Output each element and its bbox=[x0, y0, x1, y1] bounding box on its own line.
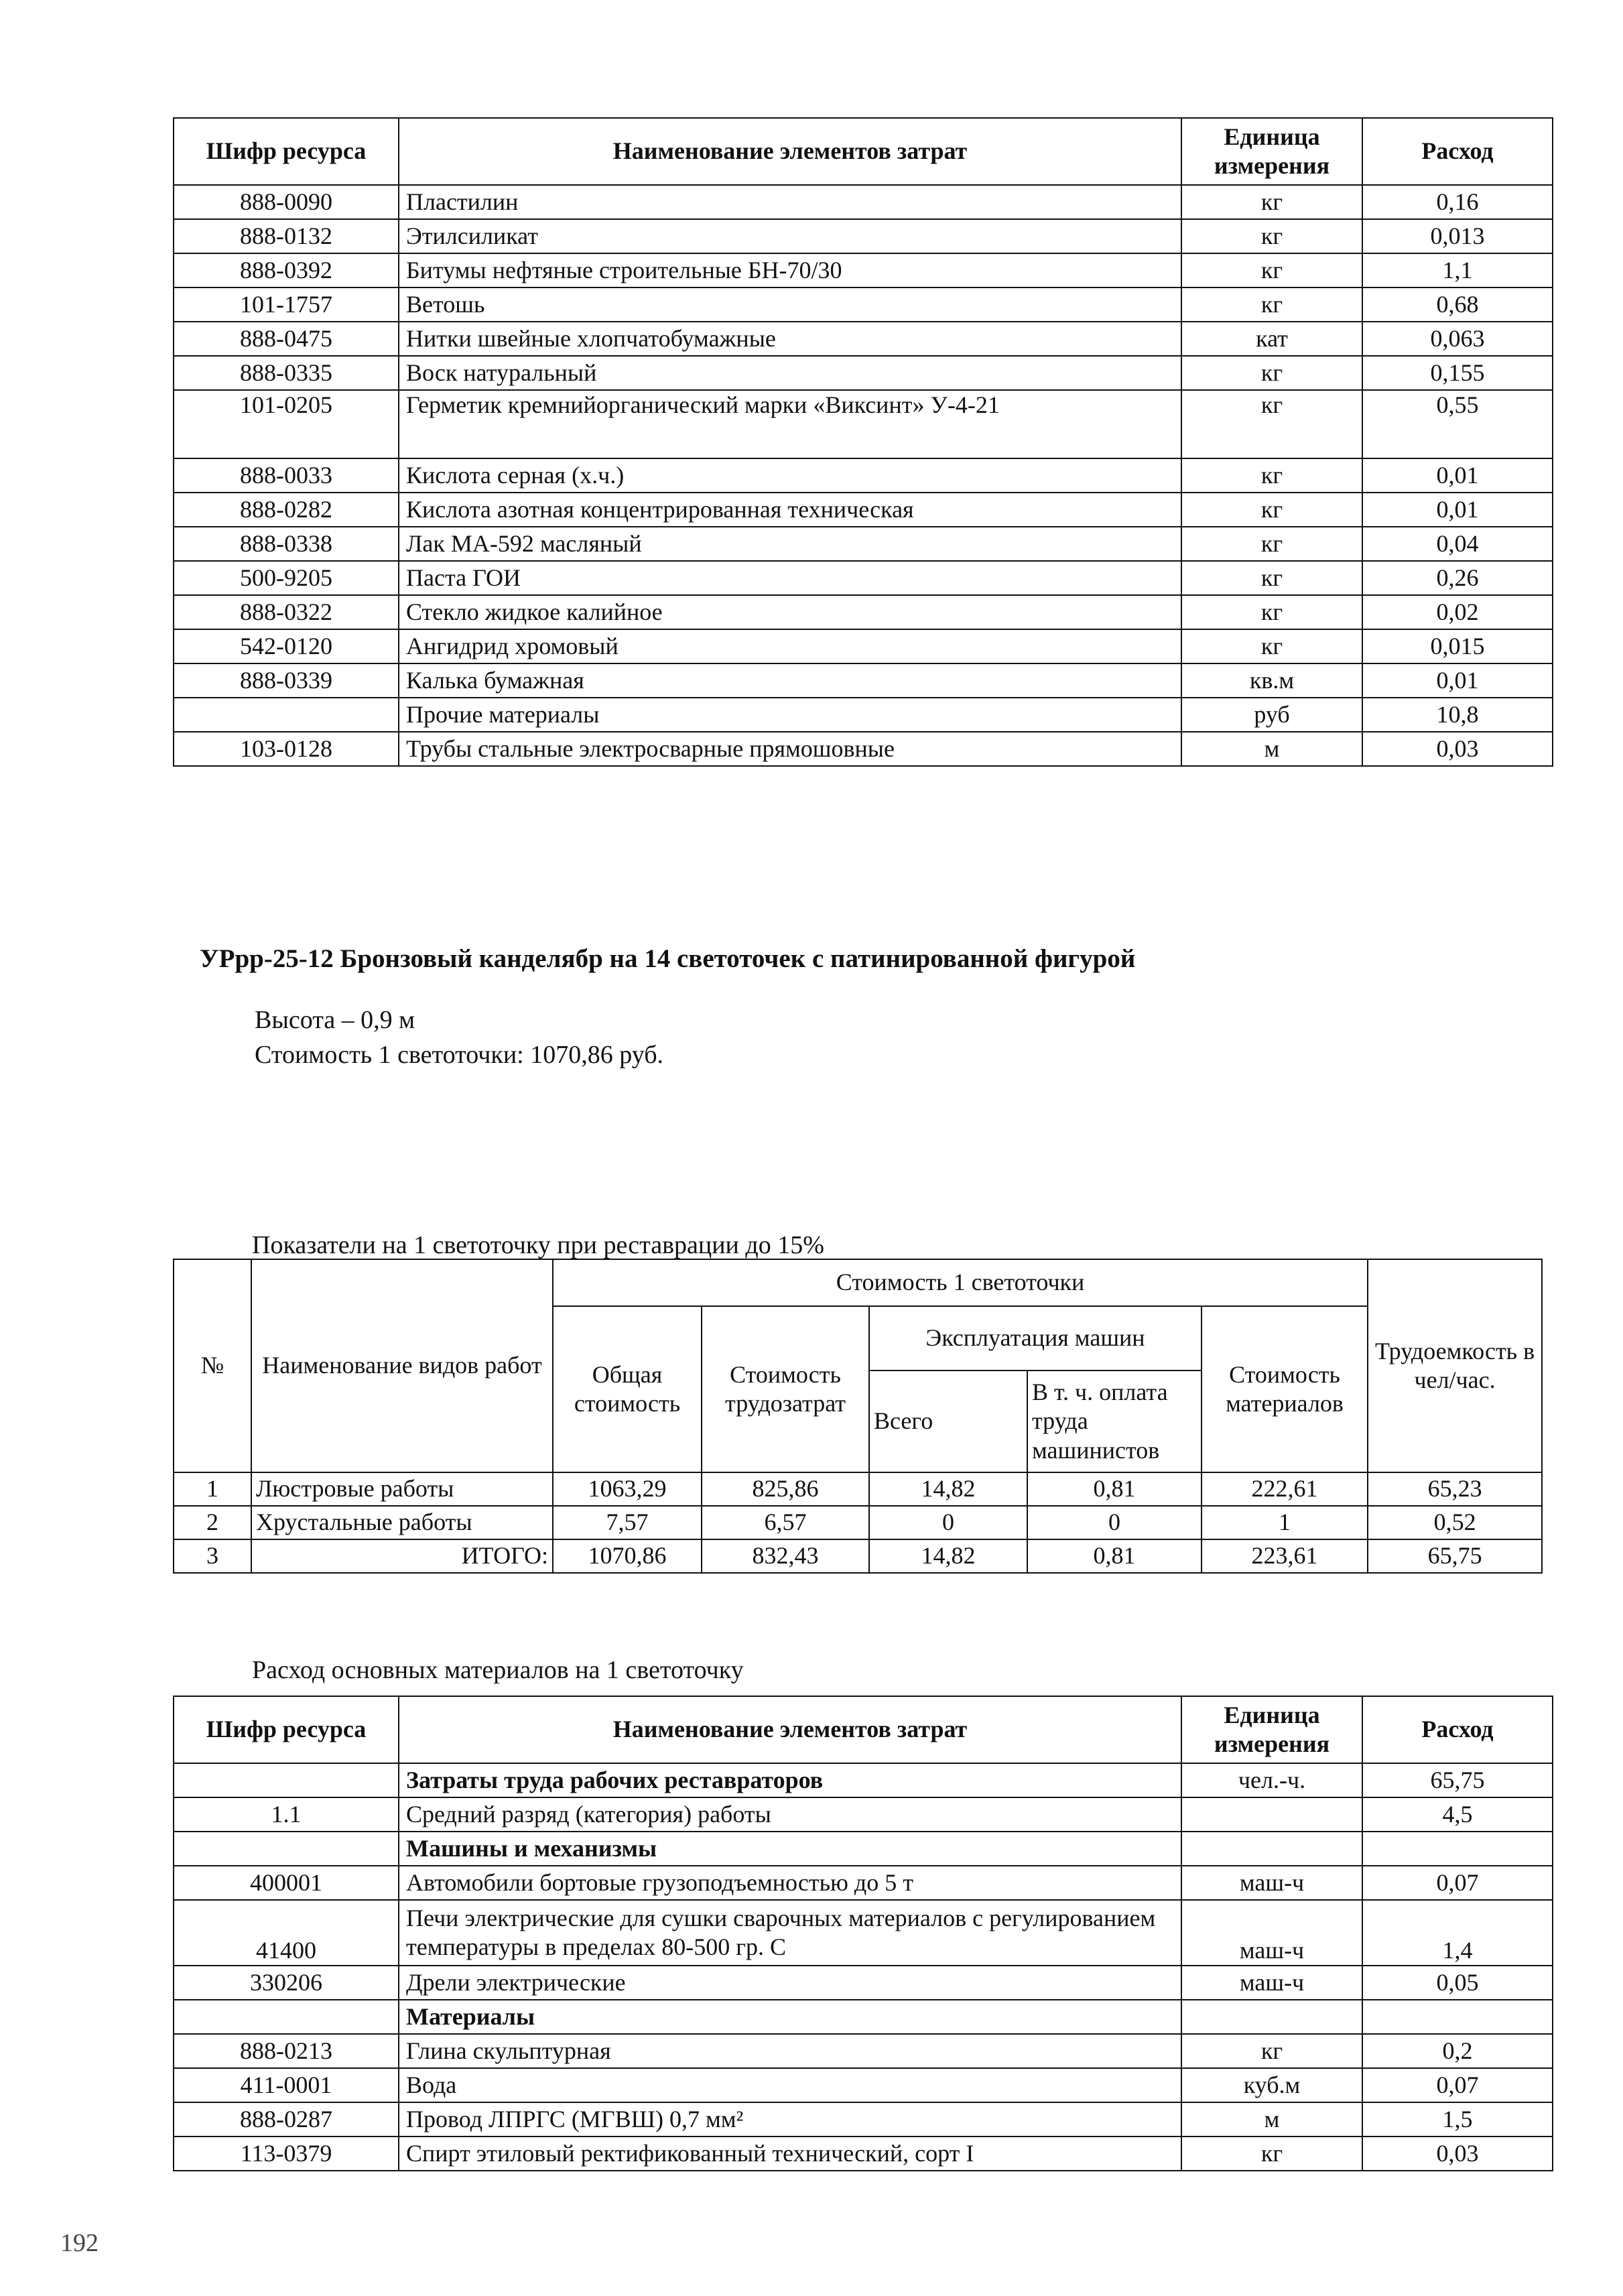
name-cell: Пластилин bbox=[399, 185, 1181, 219]
incl-cell: 0 bbox=[1027, 1506, 1202, 1539]
table-row bbox=[174, 390, 1553, 458]
header-machines: Эксплуатация машин bbox=[869, 1306, 1202, 1370]
table-row bbox=[174, 253, 1553, 288]
code-cell bbox=[174, 698, 399, 732]
table-row bbox=[174, 561, 1553, 595]
table-row bbox=[174, 2068, 1553, 2102]
code-cell: 888-0339 bbox=[174, 663, 399, 698]
qty-cell: 0,015 bbox=[1362, 629, 1553, 663]
unit-cell: кг bbox=[1181, 527, 1362, 561]
name-cell: Дрели электрические bbox=[399, 1966, 1181, 2000]
code-cell: 888-0322 bbox=[174, 595, 399, 629]
code-cell: 103-0128 bbox=[174, 732, 399, 766]
name-cell: Лак МА-592 масляный bbox=[399, 527, 1181, 561]
table-row bbox=[174, 1539, 1542, 1573]
code-cell: 1.1 bbox=[174, 1797, 399, 1832]
header-cost-group: Стоимость 1 светоточки bbox=[553, 1259, 1368, 1306]
qty-cell: 1,4 bbox=[1362, 1900, 1553, 1966]
name-cell: Кислота азотная концентрированная техническая bbox=[399, 493, 1181, 527]
unit-cell: кг bbox=[1181, 458, 1362, 493]
code-cell: 888-0338 bbox=[174, 527, 399, 561]
unit-cell: маш-ч bbox=[1181, 1900, 1362, 1966]
table-row bbox=[174, 2102, 1553, 2136]
qty-cell: 0,16 bbox=[1362, 185, 1553, 219]
hours-cell: 65,75 bbox=[1368, 1539, 1542, 1573]
code-cell: 411-0001 bbox=[174, 2068, 399, 2102]
height-line: Высота – 0,9 м bbox=[255, 1006, 415, 1034]
code-cell: 400001 bbox=[174, 1866, 399, 1900]
code-cell: 888-0392 bbox=[174, 253, 399, 288]
table-row bbox=[174, 1506, 1542, 1539]
table-row bbox=[174, 629, 1553, 663]
qty-cell: 0,01 bbox=[1362, 493, 1553, 527]
labor-cell: 832,43 bbox=[702, 1539, 869, 1573]
name-cell: Ветошь bbox=[399, 288, 1181, 322]
unit-cell bbox=[1181, 1797, 1362, 1832]
qty-cell: 0,2 bbox=[1362, 2034, 1553, 2068]
table-row bbox=[174, 1866, 1553, 1900]
unit-cell: кг bbox=[1181, 2034, 1362, 2068]
table-row bbox=[174, 1832, 1553, 1866]
materials-table-1 bbox=[173, 117, 1553, 767]
header-qty: Расход bbox=[1362, 1696, 1553, 1763]
qty-cell: 0,05 bbox=[1362, 1966, 1553, 2000]
qty-cell: 0,07 bbox=[1362, 1866, 1553, 1900]
table-row bbox=[174, 732, 1553, 766]
indicators-caption: Показатели на 1 светоточку при реставрации до 15% bbox=[252, 1231, 824, 1259]
name-cell: Нитки швейные хлопчатобумажные bbox=[399, 322, 1181, 356]
code-cell: 888-0335 bbox=[174, 356, 399, 390]
all-cell: 14,82 bbox=[869, 1539, 1027, 1573]
group-heading: Машины и механизмы bbox=[399, 1832, 1181, 1866]
work-cell: Люстровые работы bbox=[251, 1472, 553, 1506]
unit-cell: чел.-ч. bbox=[1181, 1763, 1362, 1797]
name-cell: Трубы стальные электросварные прямошовные bbox=[399, 732, 1181, 766]
qty-cell: 10,8 bbox=[1362, 698, 1553, 732]
header-name: Наименование элементов затрат bbox=[399, 1696, 1181, 1763]
code-cell: 888-0282 bbox=[174, 493, 399, 527]
header-num: № bbox=[174, 1259, 251, 1472]
name-cell: Прочие материалы bbox=[399, 698, 1181, 732]
all-cell: 14,82 bbox=[869, 1472, 1027, 1506]
unit-cell: м bbox=[1181, 2102, 1362, 2136]
name-cell: Герметик кремнийорганический марки «Виксинт» У-4-21 bbox=[399, 390, 1181, 458]
table-row bbox=[174, 2136, 1553, 2171]
name-cell: Автомобили бортовые грузоподъемностью до 5 т bbox=[399, 1866, 1181, 1900]
table-row bbox=[174, 1763, 1553, 1797]
header-total: Общая стоимость bbox=[553, 1306, 702, 1472]
name-cell: Средний разряд (категория) работы bbox=[399, 1797, 1181, 1832]
table-row bbox=[174, 322, 1553, 356]
code-cell: 888-0090 bbox=[174, 185, 399, 219]
name-cell: Вода bbox=[399, 2068, 1181, 2102]
code-cell: 888-0213 bbox=[174, 2034, 399, 2068]
code-cell: 500-9205 bbox=[174, 561, 399, 595]
code-cell: 888-0287 bbox=[174, 2102, 399, 2136]
table-row bbox=[174, 493, 1553, 527]
name-cell: Печи электрические для сушки сварочных материалов с регулированием температуры в пределах 80-500 гр. С bbox=[399, 1900, 1181, 1966]
qty-cell: 0,68 bbox=[1362, 288, 1553, 322]
code-cell: 330206 bbox=[174, 1966, 399, 2000]
table-row bbox=[174, 1900, 1553, 1966]
code-cell: 888-0475 bbox=[174, 322, 399, 356]
header-incl: В т. ч. оплата труда машинистов bbox=[1027, 1370, 1202, 1472]
name-cell: Провод ЛПРГС (МГВШ) 0,7 мм² bbox=[399, 2102, 1181, 2136]
header-code: Шифр ресурса bbox=[174, 118, 399, 185]
code-cell: 101-1757 bbox=[174, 288, 399, 322]
total-cell: 1070,86 bbox=[553, 1539, 702, 1573]
table-row bbox=[174, 1966, 1553, 2000]
qty-cell: 0,063 bbox=[1362, 322, 1553, 356]
header-hours: Трудоемкость в чел/час. bbox=[1368, 1259, 1542, 1472]
name-cell: Этилсиликат bbox=[399, 219, 1181, 253]
qty-cell: 0,01 bbox=[1362, 458, 1553, 493]
materials-cell: 222,61 bbox=[1202, 1472, 1368, 1506]
qty-cell: 65,75 bbox=[1362, 1763, 1553, 1797]
unit-cell: кг bbox=[1181, 356, 1362, 390]
code-cell: 542-0120 bbox=[174, 629, 399, 663]
table-row bbox=[174, 2000, 1553, 2034]
unit-cell: куб.м bbox=[1181, 2068, 1362, 2102]
table-row bbox=[174, 288, 1553, 322]
qty-cell bbox=[1362, 1832, 1553, 1866]
code-cell: 888-0033 bbox=[174, 458, 399, 493]
table-row bbox=[174, 1472, 1542, 1506]
header-labor: Стоимость трудозатрат bbox=[702, 1306, 869, 1472]
section-title: УРрр-25-12 Бронзовый канделябр на 14 светоточек с патинированной фигурой bbox=[200, 944, 1136, 973]
code-cell bbox=[174, 1832, 399, 1866]
code-cell: 113-0379 bbox=[174, 2136, 399, 2171]
qty-cell: 0,02 bbox=[1362, 595, 1553, 629]
code-cell: 101-0205 bbox=[174, 390, 399, 458]
hours-cell: 0,52 bbox=[1368, 1506, 1542, 1539]
num-cell: 2 bbox=[174, 1506, 251, 1539]
unit-cell: кг bbox=[1181, 288, 1362, 322]
qty-cell: 0,013 bbox=[1362, 219, 1553, 253]
qty-cell: 0,03 bbox=[1362, 2136, 1553, 2171]
unit-cell: кг bbox=[1181, 629, 1362, 663]
materials-caption: Расход основных материалов на 1 светоточку bbox=[252, 1656, 744, 1684]
qty-cell bbox=[1362, 2000, 1553, 2034]
table-row bbox=[174, 356, 1553, 390]
table-row bbox=[174, 595, 1553, 629]
unit-cell: кг bbox=[1181, 2136, 1362, 2171]
num-cell: 1 bbox=[174, 1472, 251, 1506]
group-heading: Затраты труда рабочих реставраторов bbox=[399, 1763, 1181, 1797]
labor-cell: 6,57 bbox=[702, 1506, 869, 1539]
unit-cell: кг bbox=[1181, 561, 1362, 595]
indicators-table bbox=[173, 1259, 1543, 1574]
qty-cell: 0,03 bbox=[1362, 732, 1553, 766]
labor-cell: 825,86 bbox=[702, 1472, 869, 1506]
header-work: Наименование видов работ bbox=[251, 1259, 553, 1472]
table-row bbox=[174, 458, 1553, 493]
table-row bbox=[174, 2034, 1553, 2068]
name-cell: Глина скульптурная bbox=[399, 2034, 1181, 2068]
group-heading: Материалы bbox=[399, 2000, 1181, 2034]
table-row bbox=[174, 185, 1553, 219]
name-cell: Стекло жидкое калийное bbox=[399, 595, 1181, 629]
table-row bbox=[174, 663, 1553, 698]
materials-cell: 1 bbox=[1202, 1506, 1368, 1539]
total-cell: 1063,29 bbox=[553, 1472, 702, 1506]
code-cell: 888-0132 bbox=[174, 219, 399, 253]
unit-cell: кг bbox=[1181, 253, 1362, 288]
qty-cell: 0,04 bbox=[1362, 527, 1553, 561]
header-unit: Единица измерения bbox=[1181, 1696, 1362, 1763]
num-cell: 3 bbox=[174, 1539, 251, 1573]
table-row bbox=[174, 219, 1553, 253]
code-cell bbox=[174, 2000, 399, 2034]
unit-cell bbox=[1181, 2000, 1362, 2034]
table-row bbox=[174, 698, 1553, 732]
qty-cell: 1,1 bbox=[1362, 253, 1553, 288]
work-cell: ИТОГО: bbox=[251, 1539, 553, 1573]
qty-cell: 0,26 bbox=[1362, 561, 1553, 595]
name-cell: Паста ГОИ bbox=[399, 561, 1181, 595]
name-cell: Ангидрид хромовый bbox=[399, 629, 1181, 663]
unit-cell: кг bbox=[1181, 595, 1362, 629]
header-name: Наименование элементов затрат bbox=[399, 118, 1181, 185]
header-all: Всего bbox=[869, 1370, 1027, 1472]
unit-cell: кг bbox=[1181, 185, 1362, 219]
unit-cell: м bbox=[1181, 732, 1362, 766]
name-cell: Калька бумажная bbox=[399, 663, 1181, 698]
unit-cell: кат bbox=[1181, 322, 1362, 356]
unit-cell: кг bbox=[1181, 390, 1362, 458]
header-code: Шифр ресурса bbox=[174, 1696, 399, 1763]
work-cell: Хрустальные работы bbox=[251, 1506, 553, 1539]
unit-cell: кг bbox=[1181, 493, 1362, 527]
header-qty: Расход bbox=[1362, 118, 1553, 185]
qty-cell: 0,55 bbox=[1362, 390, 1553, 458]
cost-line: Стоимость 1 светоточки: 1070,86 руб. bbox=[255, 1041, 664, 1069]
qty-cell: 0,155 bbox=[1362, 356, 1553, 390]
unit-cell bbox=[1181, 1832, 1362, 1866]
code-cell bbox=[174, 1763, 399, 1797]
code-cell: 41400 bbox=[174, 1900, 399, 1966]
name-cell: Битумы нефтяные строительные БН-70/30 bbox=[399, 253, 1181, 288]
qty-cell: 1,5 bbox=[1362, 2102, 1553, 2136]
page-number: 192 bbox=[60, 2229, 99, 2257]
unit-cell: кг bbox=[1181, 219, 1362, 253]
unit-cell: маш-ч bbox=[1181, 1866, 1362, 1900]
incl-cell: 0,81 bbox=[1027, 1472, 1202, 1506]
unit-cell: руб bbox=[1181, 698, 1362, 732]
table-row bbox=[174, 1797, 1553, 1832]
name-cell: Воск натуральный bbox=[399, 356, 1181, 390]
table-row bbox=[174, 527, 1553, 561]
header-unit: Единица измерения bbox=[1181, 118, 1362, 185]
header-materials: Стоимость материалов bbox=[1202, 1306, 1368, 1472]
materials-table-2 bbox=[173, 1696, 1553, 2171]
unit-cell: маш-ч bbox=[1181, 1966, 1362, 2000]
qty-cell: 0,07 bbox=[1362, 2068, 1553, 2102]
unit-cell: кв.м bbox=[1181, 663, 1362, 698]
materials-cell: 223,61 bbox=[1202, 1539, 1368, 1573]
all-cell: 0 bbox=[869, 1506, 1027, 1539]
name-cell: Кислота серная (х.ч.) bbox=[399, 458, 1181, 493]
incl-cell: 0,81 bbox=[1027, 1539, 1202, 1573]
total-cell: 7,57 bbox=[553, 1506, 702, 1539]
qty-cell: 4,5 bbox=[1362, 1797, 1553, 1832]
name-cell: Спирт этиловый ректификованный технический, сорт I bbox=[399, 2136, 1181, 2171]
hours-cell: 65,23 bbox=[1368, 1472, 1542, 1506]
qty-cell: 0,01 bbox=[1362, 663, 1553, 698]
